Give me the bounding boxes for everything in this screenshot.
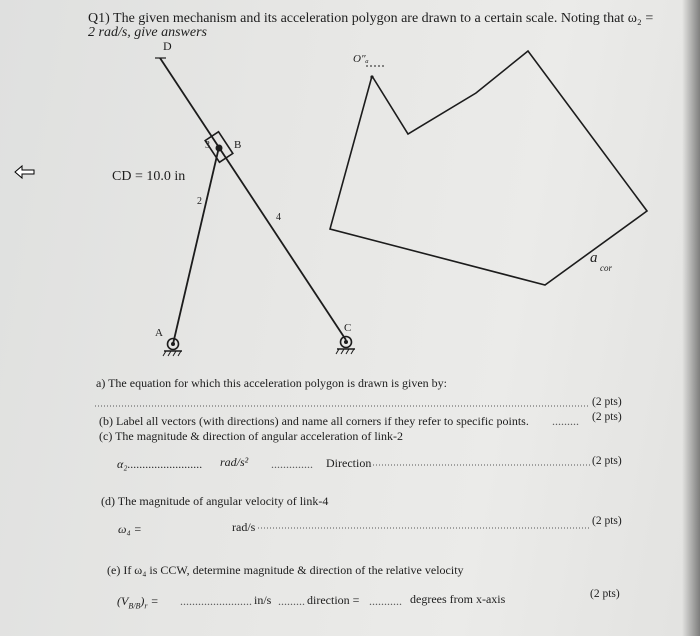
part-e-dots-3: ........... [369,594,402,608]
part-e-vbb-sub: B/B [128,601,141,611]
part-e-dots-2: ......... [278,594,305,608]
part-c-unit: rad/s² [220,455,249,469]
part-c-direction: Direction [326,456,372,470]
part-e-direction: direction = [307,593,360,607]
part-e-unit: in/s [254,593,272,607]
acceleration-polygon [330,51,647,285]
part-e-vbb-close: ) [140,594,145,608]
part-c-points: (2 pts) [592,455,622,467]
part-e-dots-1: ........................ [180,594,252,608]
part-a-points: (2 pts) [592,396,622,408]
part-c-text: (c) The magnitude & direction of angular acceleration of link-2 [99,429,403,443]
pin-b [216,145,223,152]
part-b-points: (2 pts) [592,411,622,423]
part-b-dots: ......... [552,414,579,428]
link-4-line [160,58,346,340]
part-d-text: (d) The magnitude of angular velocity of link-4 [101,494,329,508]
label-d: D [163,39,172,53]
polygon-cor-label: cor [600,263,612,273]
origin-point [370,75,373,78]
part-c-dots: .............. [271,457,313,471]
label-b: B [234,139,242,151]
label-a: A [155,327,163,339]
part-a-text: a) The equation for which this acceleration polygon is drawn is given by: [96,376,448,390]
label-link-2: 2 [197,196,202,207]
label-link-3: 3 [205,140,210,151]
question-line-2: 2 rad/s, give answers [88,25,207,40]
question-line-1: Q1) The given mechanism and its acceleration polygon are drawn to a certain scale. Noting that ω₂ = [88,11,654,26]
part-d-points: (2 pts) [592,515,622,527]
polygon-a-label: a [590,250,598,266]
part-e-vbb-open: (V [117,594,129,608]
part-e-eq: = [147,594,159,608]
photo-edge-shadow [682,0,700,636]
cd-length-label: CD = 10.0 in [112,169,186,184]
part-b-text: (b) Label all vectors (with directions) and name all corners if they refer to specific points. [99,414,529,428]
part-d-omega: ω₄ = [118,522,142,536]
part-e-text: (e) If ω₄ is CCW, determine magnitude & direction of the relative velocity [107,563,464,577]
part-c-alpha: α₂......................... [117,457,203,471]
part-e-degrees: degrees from x-axis [410,592,506,606]
polygon-origin-label: O″ₐ [353,53,369,65]
ground-pivot-a [163,339,182,357]
part-e-vbb [117,594,159,610]
mouse-cursor-icon [14,164,36,180]
label-link-4: 4 [276,212,281,223]
label-c: C [344,322,352,334]
part-d-unit: rad/s [232,520,256,534]
part-e-vbb-r: r [144,601,148,611]
part-e-points: (2 pts) [590,588,620,600]
